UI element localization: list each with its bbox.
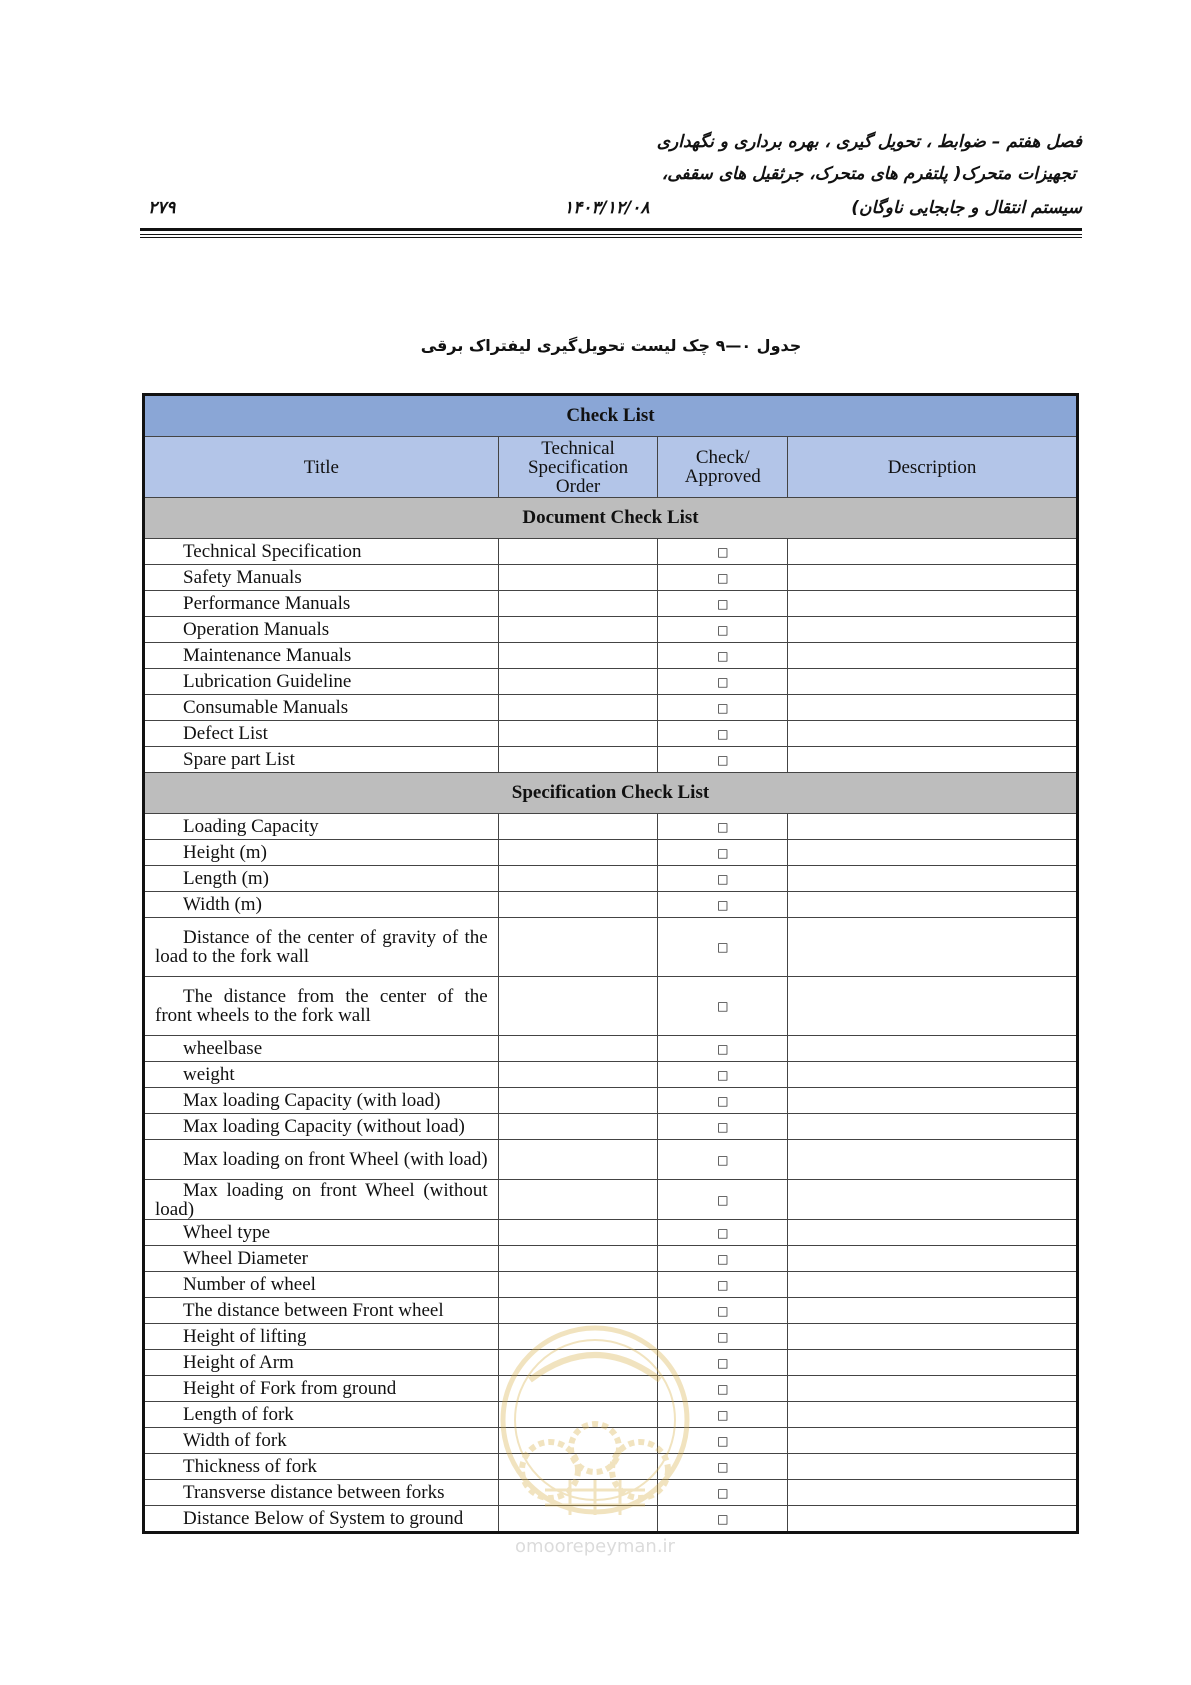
description-cell[interactable] (788, 1376, 1078, 1402)
description-cell[interactable] (788, 747, 1078, 773)
column-header-spec-order-label: Technical Specification Order (527, 437, 629, 497)
approval-checkbox[interactable]: □ (658, 1246, 788, 1272)
description-cell[interactable] (788, 840, 1078, 866)
item-title: Performance Manuals (144, 591, 499, 617)
column-header-spec-order (498, 437, 658, 498)
description-cell[interactable] (788, 866, 1078, 892)
table-row (144, 1180, 1078, 1220)
approval-checkbox[interactable]: □ (658, 1376, 788, 1402)
item-title: Number of wheel (144, 1272, 499, 1298)
approval-checkbox[interactable]: □ (658, 866, 788, 892)
table-row (144, 591, 1078, 617)
header-subtitle-continued: سیستم انتقال و جابجایی ناوگان) (851, 198, 1082, 218)
item-title: Safety Manuals (144, 565, 499, 591)
section-title: Specification Check List (144, 773, 1078, 814)
description-cell[interactable] (788, 539, 1078, 565)
description-cell[interactable] (788, 669, 1078, 695)
table-row (144, 840, 1078, 866)
spec-order-cell[interactable] (498, 695, 658, 721)
header-rule-thin (140, 237, 1082, 238)
spec-order-cell[interactable] (498, 1062, 658, 1088)
item-title: Thickness of fork (144, 1454, 499, 1480)
description-cell[interactable] (788, 1062, 1078, 1088)
approval-checkbox[interactable]: □ (658, 643, 788, 669)
header-date: ۱۴۰۳/۱۲/۰۸ (564, 198, 650, 218)
approval-checkbox[interactable]: □ (658, 721, 788, 747)
table-row (144, 1246, 1078, 1272)
section-header-row (144, 498, 1078, 539)
table-row (144, 866, 1078, 892)
item-title: Consumable Manuals (144, 695, 499, 721)
approval-checkbox[interactable]: □ (658, 892, 788, 918)
table-row (144, 617, 1078, 643)
spec-order-cell[interactable] (498, 977, 658, 1036)
table-row (144, 1036, 1078, 1062)
description-cell[interactable] (788, 1454, 1078, 1480)
approval-checkbox[interactable]: □ (658, 1114, 788, 1140)
section-title: Document Check List (144, 498, 1078, 539)
description-cell[interactable] (788, 1350, 1078, 1376)
spec-order-cell[interactable] (498, 1140, 658, 1180)
description-cell[interactable] (788, 1114, 1078, 1140)
item-title: Loading Capacity (144, 814, 499, 840)
description-cell[interactable] (788, 892, 1078, 918)
item-title: Wheel Diameter (144, 1246, 499, 1272)
description-cell[interactable] (788, 1324, 1078, 1350)
spec-order-cell[interactable] (498, 669, 658, 695)
approval-checkbox[interactable]: □ (658, 1272, 788, 1298)
approval-checkbox[interactable]: □ (658, 1480, 788, 1506)
header-rule-thin (140, 234, 1082, 235)
column-header-row (144, 437, 1078, 498)
spec-order-cell[interactable] (498, 565, 658, 591)
item-title: wheelbase (144, 1036, 499, 1062)
approval-checkbox[interactable]: □ (658, 669, 788, 695)
table-row (144, 721, 1078, 747)
description-cell[interactable] (788, 1220, 1078, 1246)
column-header-description: Description (788, 437, 1078, 498)
table-row (144, 892, 1078, 918)
description-cell[interactable] (788, 591, 1078, 617)
spec-order-cell[interactable] (498, 1114, 658, 1140)
page-number: ۲۷۹ (148, 198, 176, 218)
description-cell[interactable] (788, 565, 1078, 591)
approval-checkbox[interactable]: □ (658, 1088, 788, 1114)
description-cell[interactable] (788, 814, 1078, 840)
approval-checkbox[interactable]: □ (658, 1298, 788, 1324)
item-title: Operation Manuals (144, 617, 499, 643)
column-header-check (658, 437, 788, 498)
table-row (144, 918, 1078, 977)
item-title: Length (m) (144, 866, 499, 892)
approval-checkbox[interactable]: □ (658, 1402, 788, 1428)
description-cell[interactable] (788, 1180, 1078, 1220)
table-row (144, 643, 1078, 669)
table-row (144, 1220, 1078, 1246)
item-title: Max loading Capacity (without load) (144, 1114, 499, 1140)
approval-checkbox[interactable]: □ (658, 1220, 788, 1246)
item-title: Height (m) (144, 840, 499, 866)
description-cell[interactable] (788, 1272, 1078, 1298)
spec-order-cell[interactable] (498, 1220, 658, 1246)
approval-checkbox[interactable]: □ (658, 977, 788, 1036)
table-row (144, 814, 1078, 840)
description-cell[interactable] (788, 721, 1078, 747)
item-title: Lubrication Guideline (144, 669, 499, 695)
approval-checkbox[interactable]: □ (658, 747, 788, 773)
approval-checkbox[interactable]: □ (658, 918, 788, 977)
item-title: Length of fork (144, 1402, 499, 1428)
description-cell[interactable] (788, 1036, 1078, 1062)
approval-checkbox[interactable]: □ (658, 1324, 788, 1350)
item-title: Defect List (144, 721, 499, 747)
description-cell[interactable] (788, 617, 1078, 643)
approval-checkbox[interactable]: □ (658, 565, 788, 591)
spec-order-cell[interactable] (498, 866, 658, 892)
approval-checkbox[interactable]: □ (658, 814, 788, 840)
column-header-check-label: Check/ Approved (684, 447, 761, 487)
item-title: Spare part List (144, 747, 499, 773)
table-row (144, 1272, 1078, 1298)
table-row (144, 695, 1078, 721)
table-row (144, 1140, 1078, 1180)
description-cell[interactable] (788, 1402, 1078, 1428)
spec-order-cell[interactable] (498, 918, 658, 977)
table-row (144, 747, 1078, 773)
item-title: Distance of the center of gravity of the load to the fork wall (144, 918, 499, 977)
description-cell[interactable] (788, 1246, 1078, 1272)
spec-order-cell[interactable] (498, 747, 658, 773)
spec-order-cell[interactable] (498, 840, 658, 866)
spec-order-cell[interactable] (498, 643, 658, 669)
spec-order-cell[interactable] (498, 721, 658, 747)
approval-checkbox[interactable]: □ (658, 617, 788, 643)
item-title: Height of lifting (144, 1324, 499, 1350)
item-title: Wheel type (144, 1220, 499, 1246)
description-cell[interactable] (788, 1140, 1078, 1180)
spec-order-cell[interactable] (498, 1088, 658, 1114)
table-row (144, 977, 1078, 1036)
table-row (144, 539, 1078, 565)
item-title: Maintenance Manuals (144, 643, 499, 669)
item-title: The distance from the center of the front wheels to the fork wall (144, 977, 499, 1036)
approval-checkbox[interactable]: □ (658, 591, 788, 617)
header-rule (140, 228, 1082, 231)
approval-checkbox[interactable]: □ (658, 1062, 788, 1088)
watermark-text: omoorepeyman.ir (515, 1536, 675, 1557)
approval-checkbox[interactable]: □ (658, 1454, 788, 1480)
description-cell[interactable] (788, 1506, 1078, 1533)
watermark-stamp (490, 1320, 700, 1560)
spec-order-cell[interactable] (498, 814, 658, 840)
approval-checkbox[interactable]: □ (658, 1350, 788, 1376)
item-title: weight (144, 1062, 499, 1088)
table-title-row (144, 395, 1078, 437)
description-cell[interactable] (788, 695, 1078, 721)
description-cell[interactable] (788, 1480, 1078, 1506)
description-cell[interactable] (788, 1088, 1078, 1114)
header-subtitle: تجهیزات متحرک( پلتفرم های متحرک، جرثقیل های سقفی، (661, 164, 1076, 184)
section-header-row (144, 773, 1078, 814)
table-row (144, 669, 1078, 695)
description-cell[interactable] (788, 1428, 1078, 1454)
table-caption: جدول ۰—۹ چک لیست تحویل‌گیری لیفتراک برقی (420, 336, 802, 355)
description-cell[interactable] (788, 1298, 1078, 1324)
approval-checkbox[interactable]: □ (658, 1140, 788, 1180)
spec-order-cell[interactable] (498, 892, 658, 918)
spec-order-cell[interactable] (498, 1246, 658, 1272)
column-header-title: Title (144, 437, 499, 498)
spec-order-cell[interactable] (498, 539, 658, 565)
description-cell[interactable] (788, 977, 1078, 1036)
spec-order-cell[interactable] (498, 1036, 658, 1062)
item-title: The distance between Front wheel (144, 1298, 499, 1324)
item-title: Max loading on front Wheel (without load) (144, 1180, 499, 1220)
table-row (144, 1088, 1078, 1114)
approval-checkbox[interactable]: □ (658, 840, 788, 866)
item-title: Height of Arm (144, 1350, 499, 1376)
spec-order-cell[interactable] (498, 1272, 658, 1298)
approval-checkbox[interactable]: □ (658, 1180, 788, 1220)
header-chapter-title: فصل هفتم – ضوابط ، تحویل گیری ، بهره برداری و نگهداری (656, 132, 1082, 152)
spec-order-cell[interactable] (498, 617, 658, 643)
table-row (144, 1062, 1078, 1088)
item-title: Distance Below of System to ground (144, 1506, 499, 1533)
approval-checkbox[interactable]: □ (658, 1036, 788, 1062)
approval-checkbox[interactable]: □ (658, 1506, 788, 1533)
table-row (144, 1114, 1078, 1140)
item-title: Technical Specification (144, 539, 499, 565)
approval-checkbox[interactable]: □ (658, 695, 788, 721)
page-header (140, 128, 1082, 238)
approval-checkbox[interactable]: □ (658, 539, 788, 565)
item-title: Max loading on front Wheel (with load) (144, 1140, 499, 1180)
approval-checkbox[interactable]: □ (658, 1428, 788, 1454)
item-title: Transverse distance between forks (144, 1480, 499, 1506)
spec-order-cell[interactable] (498, 591, 658, 617)
description-cell[interactable] (788, 643, 1078, 669)
item-title: Height of Fork from ground (144, 1376, 499, 1402)
table-title: Check List (144, 395, 1078, 437)
item-title: Width (m) (144, 892, 499, 918)
description-cell[interactable] (788, 918, 1078, 977)
item-title: Width of fork (144, 1428, 499, 1454)
table-row (144, 565, 1078, 591)
item-title: Max loading Capacity (with load) (144, 1088, 499, 1114)
spec-order-cell[interactable] (498, 1180, 658, 1220)
